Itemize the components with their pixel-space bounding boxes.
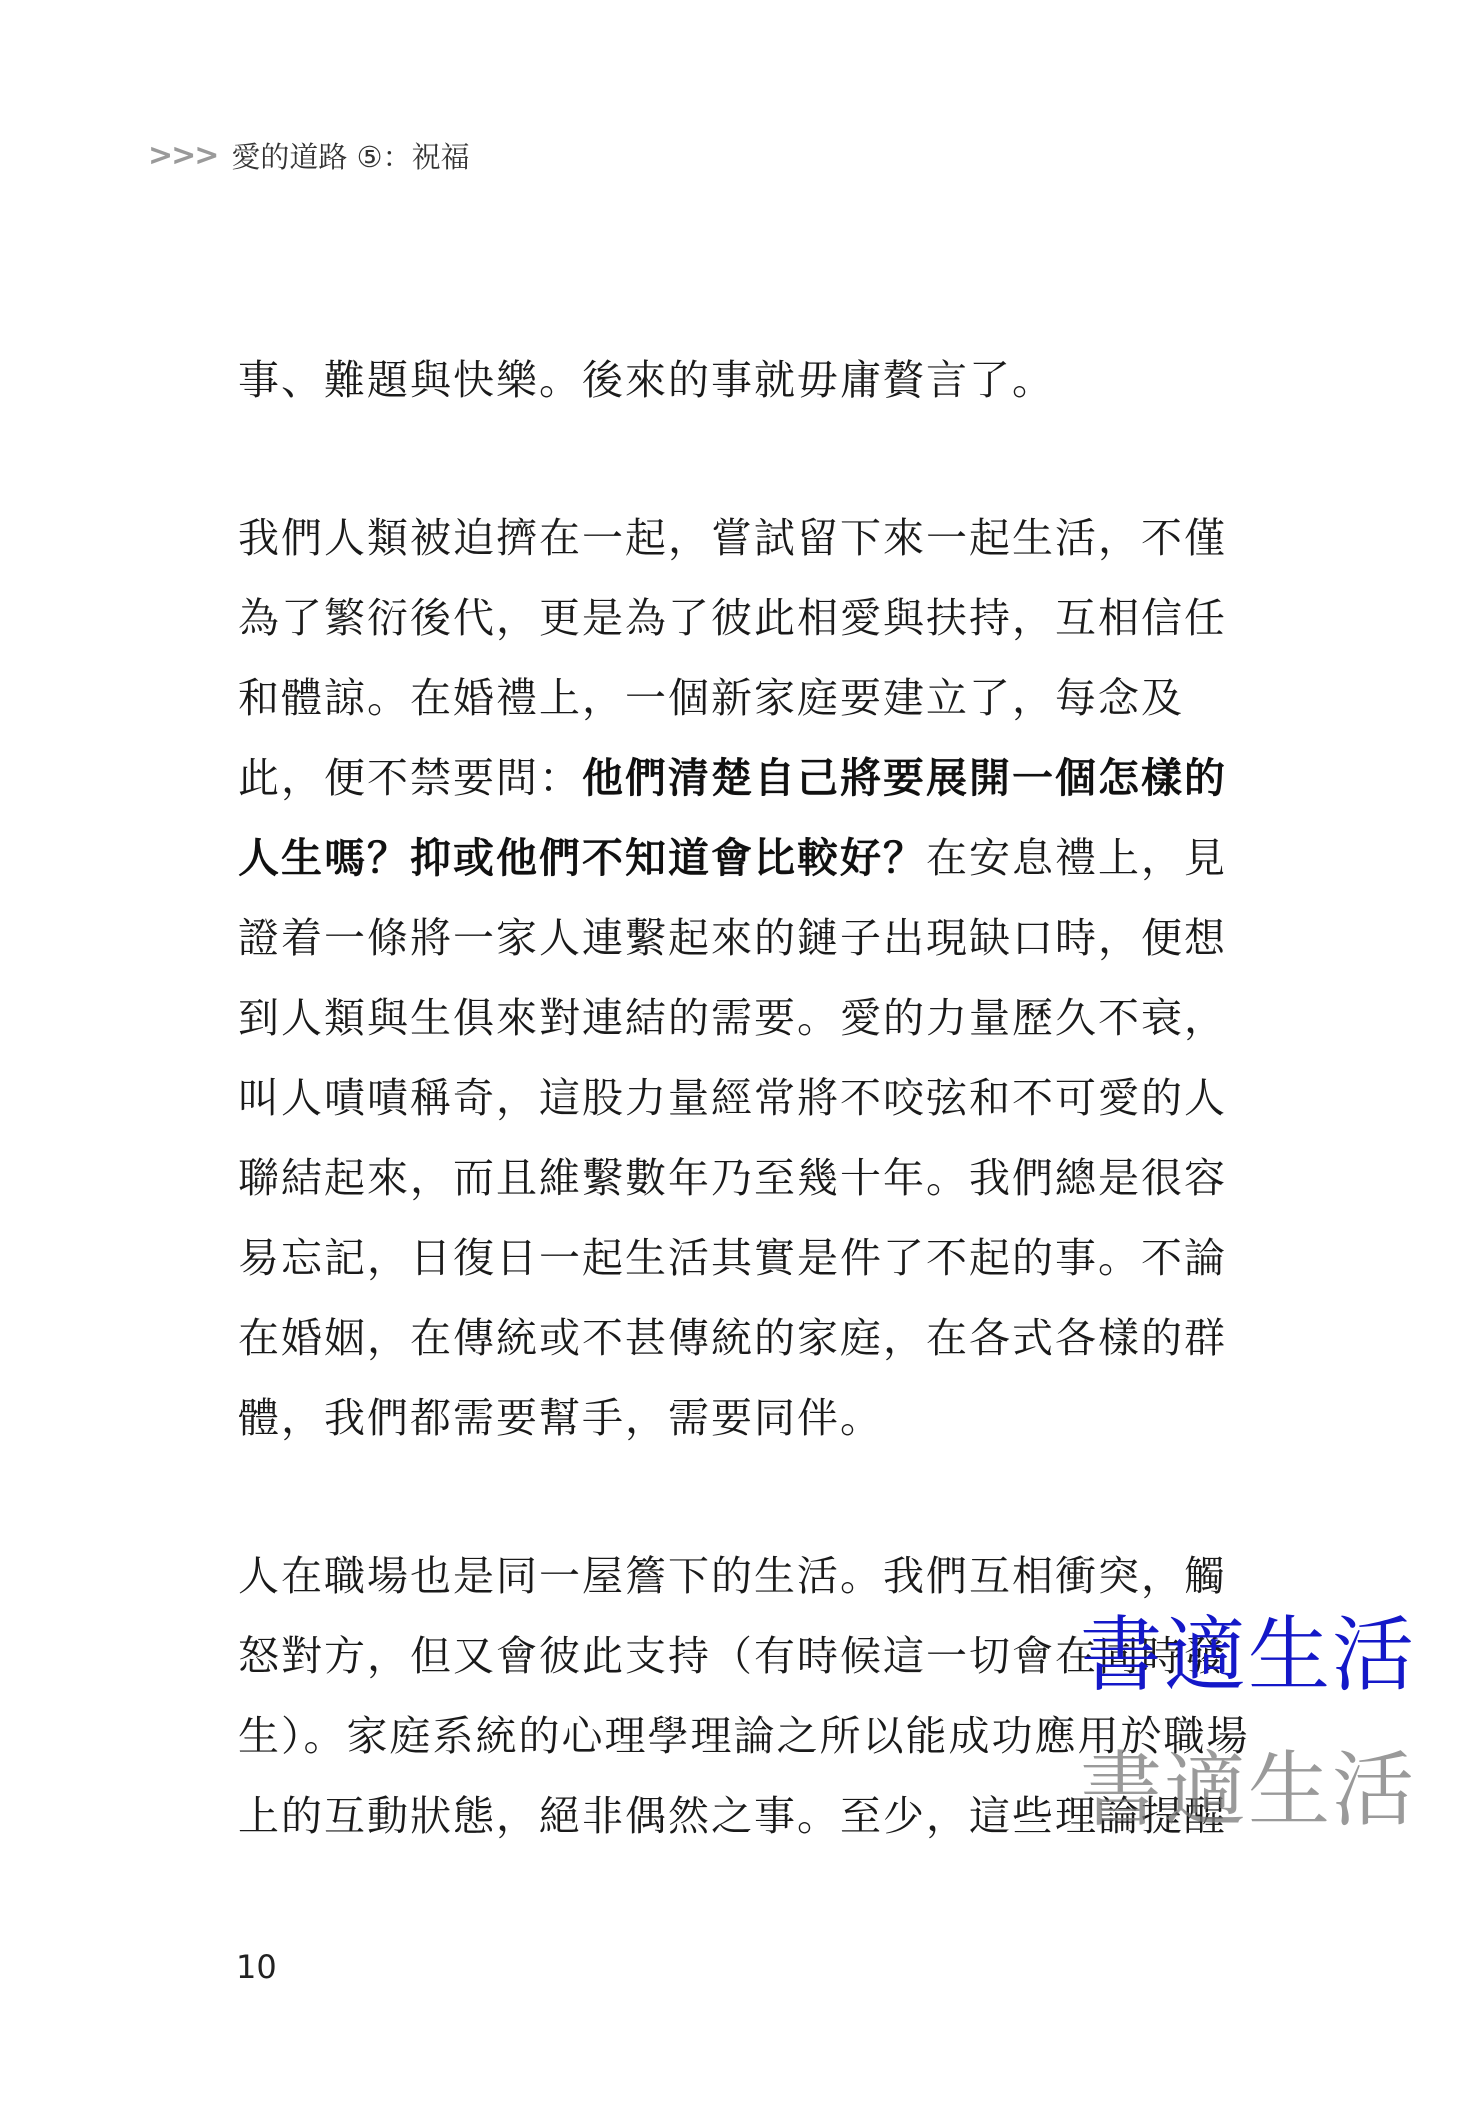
header-title: 愛的道路 ⑤：祝福 (231, 139, 470, 174)
text-span: 我們人類被迫擠在一起，嘗試留下來一起生活，不僅 (238, 514, 1227, 562)
running-header (148, 134, 470, 176)
bold-text-span: 人生嗎？抑或他們不知道會比較好？ (238, 834, 926, 882)
text-line (238, 1616, 1227, 1696)
text-line (238, 1696, 1250, 1776)
text-span: 體，我們都需要幫手，需要同伴。 (238, 1394, 883, 1442)
text-span: 聯結起來，而且維繫數年乃至幾十年。我們總是很容 (238, 1154, 1227, 1202)
page-number: 10 (236, 1948, 277, 1986)
text-line (238, 658, 1188, 738)
text-line (238, 1776, 1227, 1856)
watermark-logo-primary: 書適生活 (1080, 1608, 1417, 1703)
text-line (238, 898, 1227, 978)
text-line (238, 340, 1188, 420)
text-line (238, 498, 1227, 578)
watermark-logo-secondary: 書適生活 (1080, 1743, 1417, 1838)
text-span: 易忘記，日復日一起生活其實是件了不起的事。不論 (238, 1234, 1227, 1282)
text-line (238, 978, 1227, 1058)
text-span: 在婚姻，在傳統或不甚傳統的家庭，在各式各樣的群 (238, 1314, 1227, 1362)
text-span: 和體諒。在婚禮上，一個新家庭要建立了，每念及 (238, 674, 1184, 722)
text-span: 上的互動狀態，絕非偶然之事。至少，這些理論提醒 (238, 1792, 1227, 1840)
text-line (238, 818, 1227, 898)
text-span: 到人類與生俱來對連結的需要。愛的力量歷久不衰， (238, 994, 1227, 1042)
text-span: 在安息禮上，見 (926, 834, 1227, 882)
text-span: 事、難題與快樂。後來的事就毋庸贅言了。 (238, 356, 1055, 404)
text-line (238, 738, 1227, 818)
text-line (238, 1218, 1227, 1298)
text-span: 生）。家庭系統的心理學理論之所以能成功應用於職場 (238, 1712, 1250, 1760)
text-line (238, 1298, 1227, 1378)
text-line (238, 1058, 1227, 1138)
text-span: 人在職場也是同一屋簷下的生活。我們互相衝突，觸 (238, 1552, 1227, 1600)
text-span: 叫人嘖嘖稱奇，這股力量經常將不咬弦和不可愛的人 (238, 1074, 1227, 1122)
text-line (238, 578, 1227, 658)
text-span: 此，便不禁要問： (238, 754, 582, 802)
text-span: 證着一條將一家人連繫起來的鏈子出現缺口時，便想 (238, 914, 1227, 962)
text-line (238, 1378, 1188, 1458)
text-line (238, 1138, 1227, 1218)
header-arrows-icon: >>> (148, 137, 218, 173)
text-line (238, 1536, 1227, 1616)
paragraph (238, 498, 1227, 1458)
text-span: 怒對方，但又會彼此支持（有時候這一切會在同時發 (238, 1632, 1227, 1680)
text-span: 為了繁衍後代，更是為了彼此相愛與扶持，互相信任 (238, 594, 1227, 642)
bold-text-span: 他們清楚自己將要展開一個怎樣的 (582, 754, 1227, 802)
paragraph-spacer (238, 420, 1188, 498)
paragraph-spacer (238, 1458, 1188, 1536)
paragraph (238, 340, 1188, 420)
